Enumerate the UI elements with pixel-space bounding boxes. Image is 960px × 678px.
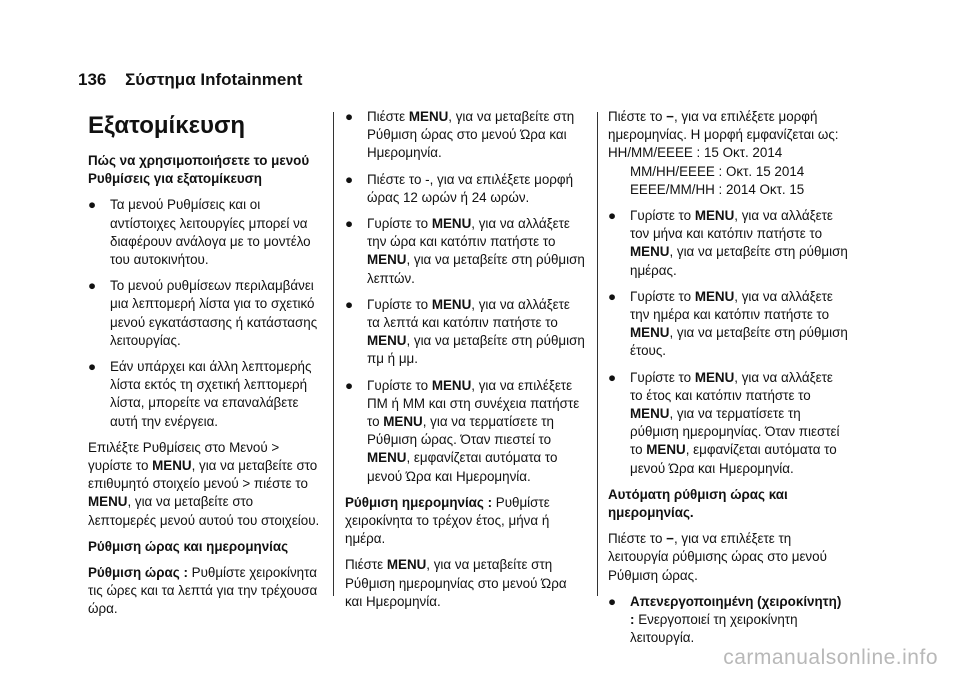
bullet-icon: ● bbox=[608, 593, 617, 609]
list-item bbox=[88, 358, 320, 431]
list-item-text: Το μενού ρυθμίσεων περιλαμβάνει μια λεπτομερή λίστα για το σχετικό μενού εγκατάστασης ή κατάστασης λειτουργίας. bbox=[110, 278, 318, 348]
list-item bbox=[345, 215, 585, 288]
menu-keyword: MENU bbox=[88, 494, 128, 510]
section-title: Εξατομίκευση bbox=[88, 112, 246, 139]
column-3 bbox=[608, 108, 848, 655]
date-format-line: ΜΜ/ΗΗ/ΕΕΕΕ : Οκτ. 15 2014 bbox=[630, 163, 805, 179]
text-span: Επιλέξτε Ρυθμίσεις στο Μενού > γυρίστε το bbox=[88, 439, 280, 474]
list-item-text: Γυρίστε το MENU, για να αλλάξετε την ώρα και κατόπιν πατήστε το MENU, για να μεταβείτε στη ρύθμιση λεπτών. bbox=[367, 216, 585, 286]
bullet-icon: ● bbox=[345, 377, 354, 393]
list-item bbox=[345, 296, 585, 369]
time-setting-label: Ρύθμιση ώρας : bbox=[88, 565, 188, 581]
page-header bbox=[78, 70, 302, 90]
column-divider bbox=[597, 112, 598, 596]
list-item-text: Πιέστε το -, για να επιλέξετε μορφή ώρας 12 ωρών ή 24 ωρών. bbox=[367, 171, 574, 205]
date-format-line: ΕΕΕΕ/ΜΜ/ΗΗ : 2014 Οκτ. 15 bbox=[630, 181, 805, 197]
list-item bbox=[608, 288, 848, 361]
page-number: 136 bbox=[78, 70, 107, 89]
page-header-title: Σύστημα Infotainment bbox=[125, 70, 303, 89]
column-divider bbox=[333, 112, 334, 596]
bullet-icon: ● bbox=[345, 216, 354, 232]
subheading: Πώς να χρησιμοποιήσετε το μενού Ρυθμίσεις για εξατομίκευση bbox=[88, 153, 310, 187]
time-date-heading: Ρύθμιση ώρας και ημερομηνίας bbox=[88, 538, 289, 554]
list-item bbox=[345, 377, 585, 486]
list-item bbox=[345, 108, 585, 163]
list-item bbox=[608, 593, 848, 648]
text-span: , για να μεταβείτε στο επιθυμητό στοιχείο μενού > πιέστε το bbox=[88, 458, 318, 492]
date-setting-label: Ρύθμιση ημερομηνίας : bbox=[345, 494, 493, 510]
bullet-icon: ● bbox=[88, 197, 97, 213]
instruction-paragraph: Πιέστε MENU, για να μεταβείτε στη Ρύθμιση ημερομηνίας στο μενού Ώρα και Ημερομηνία. bbox=[345, 557, 567, 609]
list-item bbox=[345, 171, 585, 207]
list-item-text: Απενεργοποιημένη (χειροκίνητη) : Ενεργοποιεί τη χειροκίνητη λειτουργία. bbox=[630, 593, 842, 646]
instruction-paragraph bbox=[88, 439, 320, 530]
list-item bbox=[88, 277, 320, 350]
auto-setting-heading: Αυτόματη ρύθμιση ώρας και ημερομηνίας. bbox=[608, 486, 788, 521]
list-item-text: Γυρίστε το MENU, για να αλλάξετε το έτος και κατόπιν πατήστε το MENU, για να τερματίσετε τη ρύθμιση ημερομηνίας. Όταν πιεστεί το MENU, εμφανίζεται αυτόματα το μενού Ώρα και Ημερομηνία. bbox=[630, 369, 840, 476]
bullet-icon: ● bbox=[345, 171, 354, 187]
time-setting-paragraph bbox=[88, 564, 320, 619]
text-span: Ρυθμίστε χειροκίνητα το τρέχον έτος, μήνα ή ημέρα. bbox=[345, 494, 550, 547]
list-item bbox=[88, 196, 320, 269]
list-item-text: Γυρίστε το MENU, για να αλλάξετε τον μήνα και κατόπιν πατήστε το MENU, για να μεταβείτε στη ρύθμιση ημέρας. bbox=[630, 208, 848, 278]
bullet-icon: ● bbox=[88, 278, 97, 294]
instruction-paragraph: Πιέστε το −, για να επιλέξετε τη λειτουργία ρύθμισης ώρας στο μενού Ρύθμιση ώρας. bbox=[608, 531, 827, 583]
bullet-icon: ● bbox=[608, 288, 617, 304]
bullet-icon: ● bbox=[345, 296, 354, 312]
list-item-text: Τα μενού Ρυθμίσεις και οι αντίστοιχες λειτουργίες μπορεί να διαφέρουν ανάλογα με το μοντέλο του αυτοκινήτου. bbox=[110, 197, 311, 268]
minus-keyword: − bbox=[666, 109, 674, 124]
text-span: Ρυθμίστε χειροκίνητα τις ώρες και τα λεπτά για την τρέχουσα ώρα. bbox=[88, 565, 318, 617]
bullet-icon: ● bbox=[345, 109, 354, 124]
watermark: carmanualsonline.info bbox=[723, 646, 938, 669]
list-item-text: Γυρίστε το MENU, για να αλλάξετε τα λεπτά και κατόπιν πατήστε το MENU, για να μεταβείτε στη ρύθμιση πμ ή μμ. bbox=[367, 296, 585, 367]
menu-keyword: MENU bbox=[152, 458, 192, 474]
date-setting-paragraph bbox=[345, 494, 585, 549]
list-item-text: Πιέστε MENU, για να μεταβείτε στη Ρύθμιση ώρας στο μενού Ώρα και Ημερομηνία. bbox=[367, 109, 575, 161]
menu-keyword: MENU bbox=[386, 557, 427, 573]
bullet-icon: ● bbox=[88, 359, 97, 375]
list-item-text: Γυρίστε το MENU, για να επιλέξετε ΠΜ ή ΜΜ και στη συνέχεια πατήστε το MENU, για να τερματίσετε τη Ρύθμιση ώρας. Όταν πιεστεί το MENU, εμφανίζεται αυτόματα το μενού Ώρα και Ημερομηνία. bbox=[367, 377, 580, 484]
list-item bbox=[608, 369, 848, 478]
minus-keyword: − bbox=[666, 531, 674, 547]
text-span: , για να μεταβείτε στο λεπτομερές μενού αυτού του στοιχείου. bbox=[88, 494, 320, 528]
column-2 bbox=[345, 108, 585, 619]
list-item-text: Εάν υπάρχει και άλλη λεπτομερής λίστα εκτός τη σχετική λεπτομερή λίστα, μπορείτε να επαναλάβετε αυτή την ενέργεια. bbox=[110, 359, 312, 429]
bullet-icon: ● bbox=[608, 208, 617, 224]
date-format-paragraph: Πιέστε το −, για να επιλέξετε μορφή ημερομηνίας. Η μορφή εμφανίζεται ως: ΗΗ/ΜΜ/ΕΕΕΕ : 15 Οκτ. 2014 bbox=[608, 109, 839, 161]
bullet-icon: ● bbox=[608, 369, 617, 385]
list-item-text: Γυρίστε το MENU, για να αλλάξετε την ημέρα και κατόπιν πατήστε το MENU, για να μεταβείτε στη ρύθμιση έτους. bbox=[630, 288, 848, 359]
column-1 bbox=[88, 112, 320, 627]
list-item bbox=[608, 207, 848, 280]
